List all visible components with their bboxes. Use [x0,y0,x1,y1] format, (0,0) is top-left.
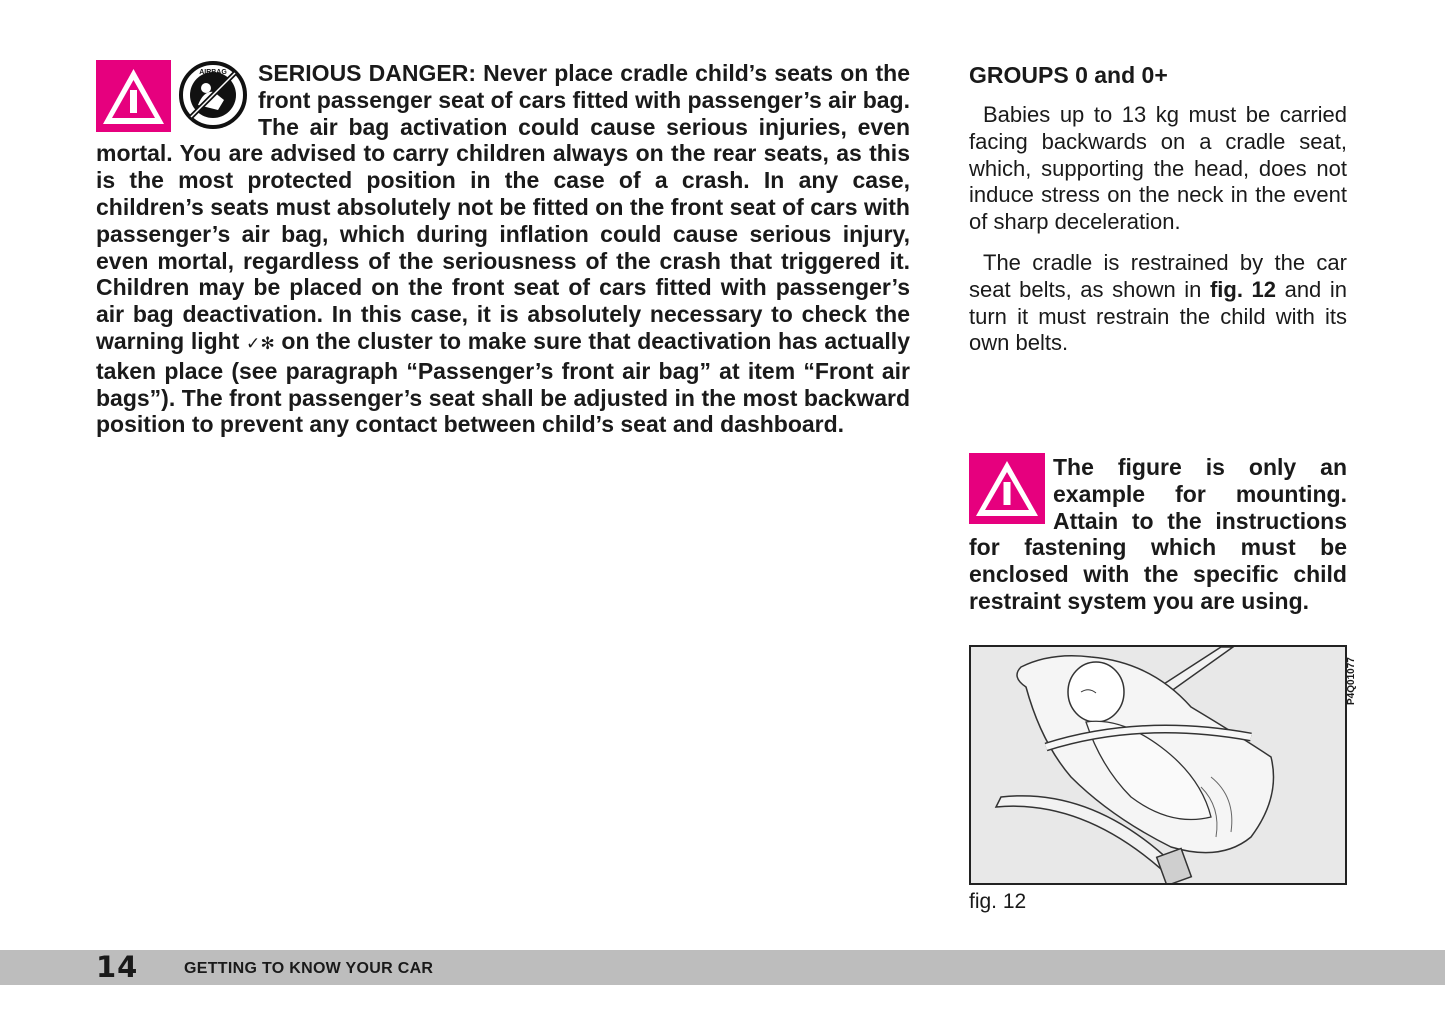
warning-light-icon: ✓✻ [246,333,275,354]
child-seat-figure [969,645,1347,885]
danger-text-part2: on the cluster to make sure that deactivation has actually taken place (see paragraph “Passenger’s front air bag” at item “Front air bags”). The front passenger’s seat shall be adjusted in the most backward position to prevent any contact between child’s seat and dashboard. [96,327,910,438]
note-text: The figure is only an example for mounting. Attain to the instructions for fastening which must be enclosed with the specific child restraint system you are using. [969,454,1347,614]
mounting-note-paragraph [969,454,1347,615]
danger-lead: SERIOUS DANGER: [258,60,477,86]
para2-text-before: The cradle is restrained by the car seat belts, as shown in [969,250,1347,302]
serious-danger-paragraph [96,60,910,438]
groups-paragraph-1: Babies up to 13 kg must be carried facing backwards on a cradle seat, which, supporting the head, does not induce stress on the neck in the event of sharp deceleration. [969,102,1347,235]
cradle-seat-illustration [971,647,1345,883]
airbag-icon-label: AIRBAG [199,69,227,76]
para2-text-after: and in turn it must restrain the child with its own belts. [969,276,1347,356]
footer-section-title: GETTING TO KNOW YOUR CAR [184,960,434,977]
page-number: 14 [96,950,139,984]
danger-text-part1: Never place cradle child’s seats on the front passenger seat of cars fitted with passenger’s air bag. The air bag activation could cause serious injuries, even mortal. You are advised to carry children always on the rear seats, as this is the most protected position in the case of a crash. In any case, children’s seats must absolutely not be fitted on the front seat of cars with passenger’s air bag, which during inflation could cause serious injury, even mortal, regardless of the seriousness of the crash that triggered it. Children may be placed on the front seat of cars fitted with passenger’s air bag deactivation. In this case, it is absolutely necessary to check the warning light [96,60,911,354]
figure-code: P4Q01077 [1346,657,1357,705]
figure-reference: fig. 12 [1209,276,1277,302]
groups-paragraph-2 [969,250,1347,357]
section-heading: GROUPS 0 and 0+ [969,62,1168,88]
figure-caption: fig. 12 [969,890,1027,913]
